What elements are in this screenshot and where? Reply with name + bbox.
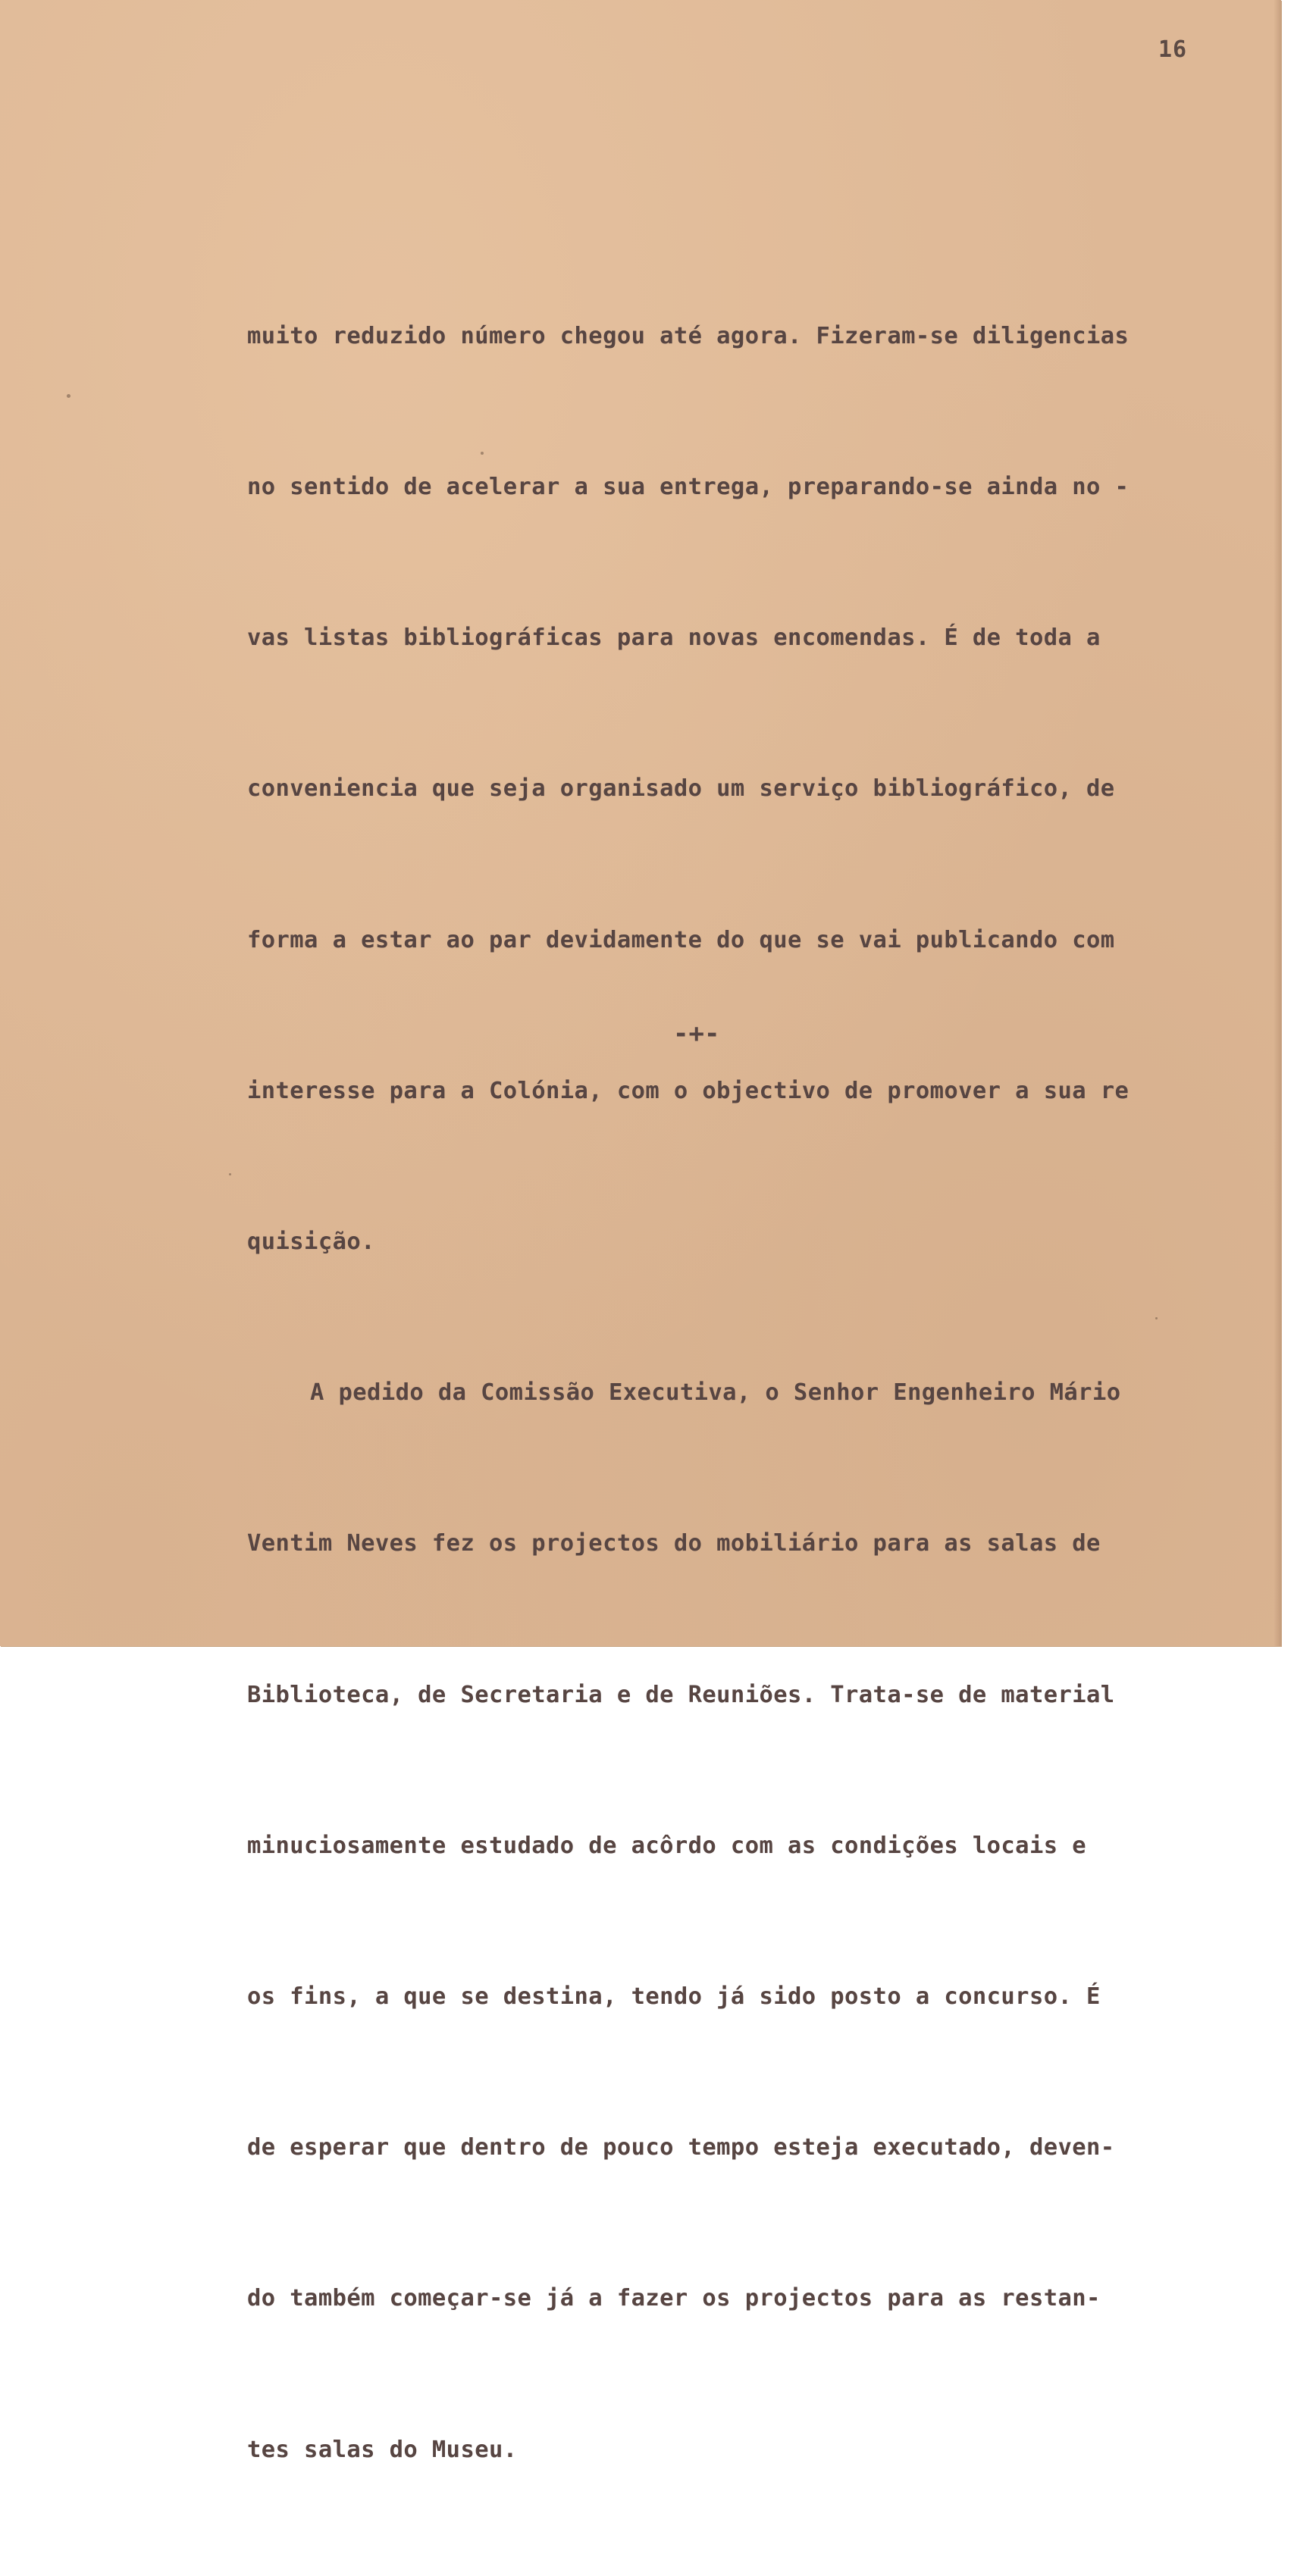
paper-speck <box>481 452 484 455</box>
text-line: conveniencia que seja organisado um serviço bibliográfico, de <box>247 775 1115 803</box>
text-line: Ventim Neves fez os projectos do mobiliário para as salas de <box>247 1530 1101 1557</box>
text-line: minuciosamente estudado de acôrdo com as condições locais e <box>247 1832 1086 1859</box>
text-line: de esperar que dentro de pouco tempo esteja executado, deven- <box>247 2134 1115 2161</box>
text-line: Biblioteca, de Secretaria e de Reuniões. Trata-se de material <box>247 1681 1115 1708</box>
text-line: tes salas do Museu. <box>247 2436 518 2463</box>
paper-speck <box>1155 1317 1158 1319</box>
paragraph-start-line: A pedido da Comissão Executiva, o Senhor Engenheiro Mário <box>310 1379 1121 1407</box>
text-line: do também começar-se já a fazer os projectos para as restan- <box>247 2285 1101 2312</box>
typed-body-text <box>247 211 1187 2576</box>
text-line: forma a estar ao par devidamente do que se vai publicando com <box>247 926 1115 953</box>
paper-edge-shadow <box>1274 0 1281 1646</box>
text-line: interesse para a Colónia, com o objectivo de promover a sua re <box>247 1077 1130 1104</box>
text-line: quisição. <box>247 1229 375 1256</box>
text-line: os fins, a que se destina, tendo já sido posto a concurso. É <box>247 1983 1101 2011</box>
page-number: 16 <box>1158 36 1188 63</box>
paper-speck <box>67 394 70 398</box>
text-line: no sentido de acelerar a sua entrega, preparando-se ainda no - <box>247 474 1130 501</box>
paper-speck <box>229 1173 231 1175</box>
text-line: vas listas bibliográficas para novas encomendas. É de toda a <box>247 624 1101 652</box>
text-line: muito reduzido número chegou até agora. Fizeram-se diligencias <box>247 322 1130 349</box>
section-end-mark: -+- <box>673 1019 720 1049</box>
